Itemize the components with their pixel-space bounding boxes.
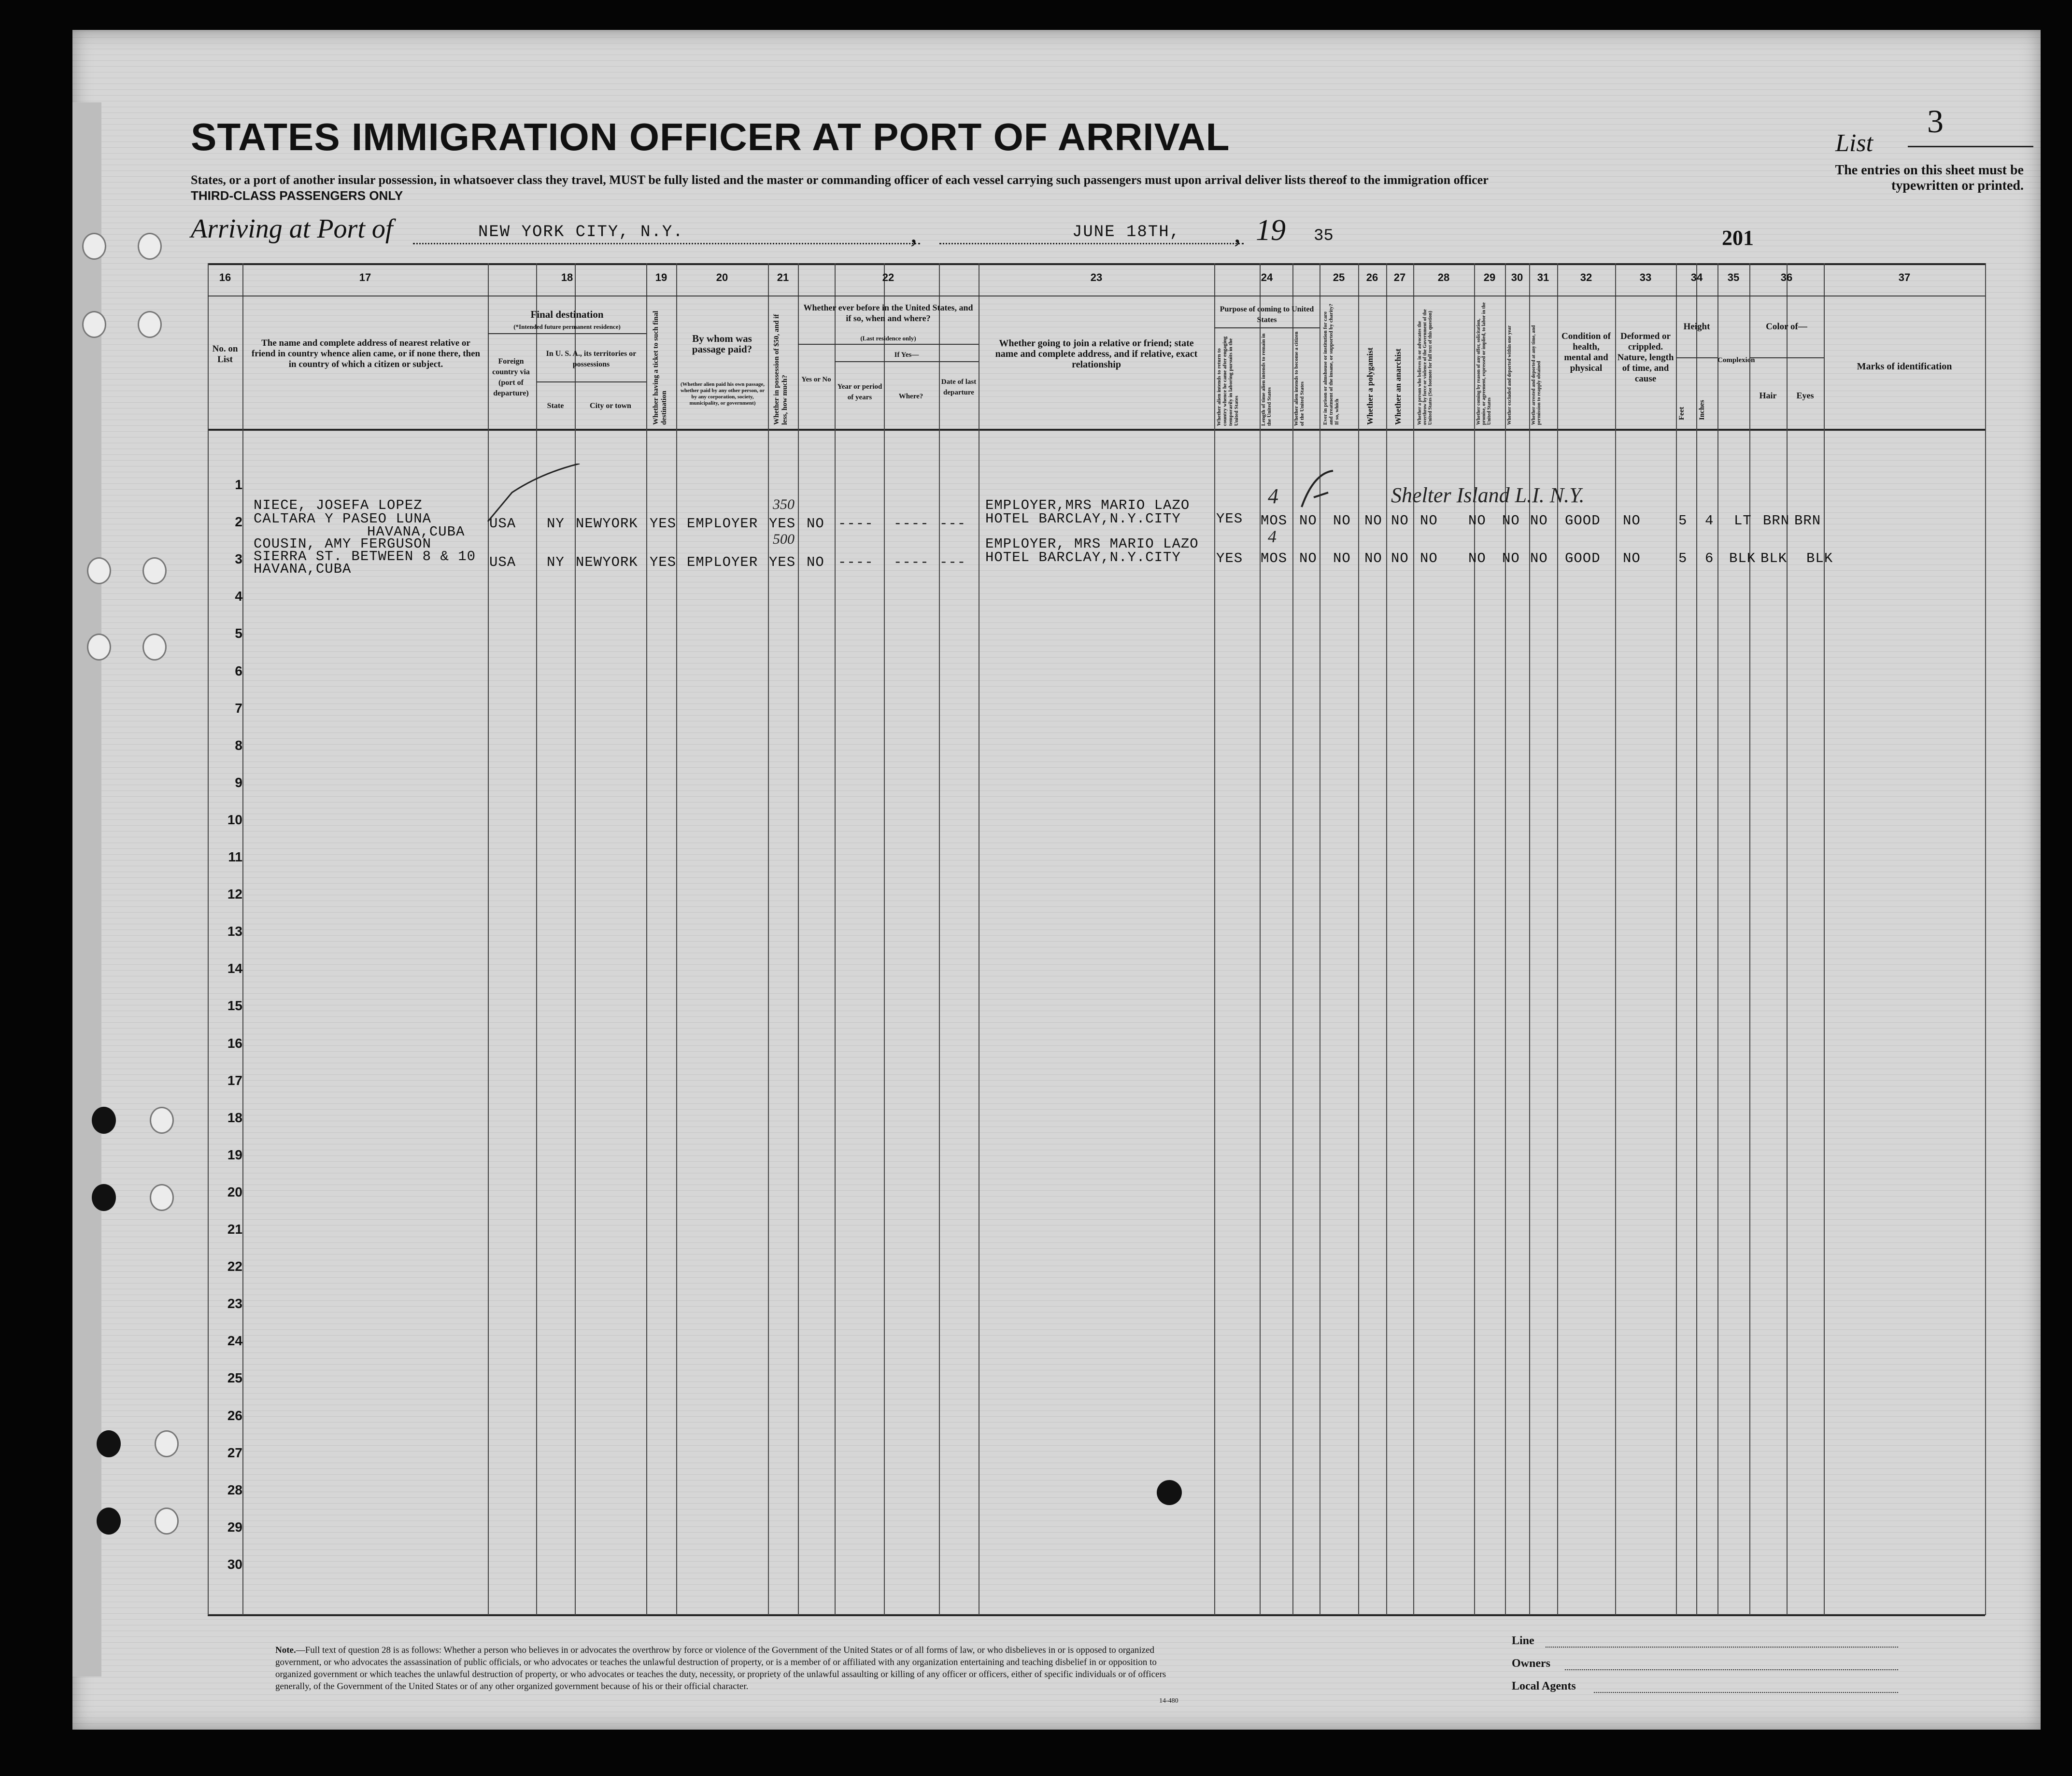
header-feet: Feet <box>1678 407 1686 420</box>
column-rule <box>242 263 243 1615</box>
column-rule <box>1717 263 1718 1615</box>
joining-line: HOTEL BARCLAY,N.Y.CITY <box>985 511 1181 527</box>
row-number: 22 <box>227 1259 242 1274</box>
list-number: 3 <box>1927 103 1944 140</box>
row-number: 8 <box>235 737 242 753</box>
column-rule <box>1260 263 1261 1615</box>
header-fifty-dollars: Whether in possession of $50, and if less, how much? <box>773 314 789 425</box>
row-number: 7 <box>235 700 242 716</box>
column-rule <box>768 263 769 1615</box>
header-passage-paid: By whom was passage paid? <box>692 333 752 355</box>
header-bottom-rule <box>208 429 1985 431</box>
binding-hole <box>87 557 111 584</box>
row-number: 3 <box>235 551 242 567</box>
header-state: State <box>547 402 564 410</box>
header-rule <box>1676 357 1717 358</box>
prison: NO <box>1333 550 1351 566</box>
column-rule <box>1787 263 1788 1615</box>
state: NY <box>547 554 565 570</box>
binding-hole <box>92 1107 116 1134</box>
where: ---- <box>894 516 929 532</box>
header-no-on-list: No. on List <box>212 344 238 365</box>
row-number: 30 <box>227 1556 242 1572</box>
header-ticket: Whether having a ticket to such final destination <box>652 310 668 425</box>
joining-line: EMPLOYER,MRS MARIO LAZO <box>985 497 1190 513</box>
header-marks: Marks of identification <box>1857 361 1952 372</box>
relative-line: HAVANA,CUBA <box>367 524 465 540</box>
deformed: NO <box>1623 513 1641 529</box>
col-number: 21 <box>777 271 789 283</box>
fifty-amount: 500 <box>773 531 795 547</box>
row-number: 29 <box>227 1519 242 1535</box>
header-inches: Inches <box>1698 400 1706 420</box>
row-number: 23 <box>227 1296 242 1311</box>
height-feet: 5 <box>1678 550 1688 566</box>
header-joining: Whether going to join a relative or friend; state name and complete address, and if relative, exact relationship <box>995 338 1198 370</box>
row-number: 6 <box>235 663 242 678</box>
date-departure: --- <box>939 516 966 532</box>
row-number: 4 <box>235 589 242 604</box>
row-number: 15 <box>227 998 242 1014</box>
col-number: 28 <box>1437 271 1450 283</box>
col-number: 31 <box>1537 271 1549 283</box>
header-rule <box>1214 327 1320 328</box>
where: ---- <box>894 554 929 570</box>
column-rule <box>1749 263 1750 1615</box>
header-rule <box>1749 357 1824 358</box>
column-rule <box>646 263 647 1615</box>
col-number: 18 <box>561 271 573 283</box>
q29: NO <box>1468 513 1486 529</box>
header-prison: Ever in prison or almshouse or institution for care and treatment of the insane, or supported by charity? If so, which <box>1322 303 1340 425</box>
col-number: 25 <box>1333 271 1345 283</box>
handwritten-annotation: Shelter Island L.I. N.Y. <box>1391 483 1585 507</box>
row-number: 2 <box>235 514 242 530</box>
relative-line: NIECE, JOSEFA LOPEZ <box>254 497 423 513</box>
binding-hole <box>138 311 162 338</box>
date-line <box>939 243 1244 244</box>
health: GOOD <box>1565 513 1601 529</box>
line-label: Line <box>1512 1635 1534 1647</box>
header-height: Height <box>1683 322 1710 332</box>
passage-paid: EMPLOYER <box>687 516 758 532</box>
height-feet: 5 <box>1678 513 1688 529</box>
state: NY <box>547 516 565 532</box>
port-line <box>413 243 920 244</box>
port-value: NEW YORK CITY, N.Y. <box>478 223 684 241</box>
column-rule <box>1505 263 1506 1615</box>
row-number: 27 <box>227 1445 242 1460</box>
row-number: 10 <box>227 812 242 827</box>
eye-color: BLK <box>1806 550 1833 566</box>
foreign-country: USA <box>489 516 516 532</box>
header-if-yes: If Yes— <box>894 351 919 359</box>
q28: NO <box>1420 513 1438 529</box>
ticket: YES <box>650 554 677 570</box>
header-color-of: Color of— <box>1766 322 1807 332</box>
binding-hole <box>97 1508 121 1535</box>
anarchist: NO <box>1391 550 1409 566</box>
col-number: 17 <box>359 271 371 283</box>
comma: , <box>910 219 917 249</box>
column-rule <box>884 263 885 1615</box>
year-prefix: 19 <box>1256 214 1286 247</box>
row-number: 5 <box>235 626 242 641</box>
footnote <box>275 1644 1193 1692</box>
height-inches: 6 <box>1705 550 1714 566</box>
length-unit: MOS <box>1261 513 1288 529</box>
before-in-us: NO <box>807 516 824 532</box>
binding-hole <box>82 233 106 260</box>
row-number: 9 <box>235 775 242 790</box>
row-number: 28 <box>227 1482 242 1497</box>
header-purpose: Purpose of coming to United States <box>1220 305 1314 324</box>
column-rule <box>798 263 799 1615</box>
column-rule <box>1386 263 1387 1615</box>
header-health: Condition of health, mental and physical <box>1561 331 1611 373</box>
header-rule <box>488 333 646 334</box>
row-number: 25 <box>227 1370 242 1386</box>
header-where: Where? <box>898 393 923 400</box>
table-top-rule <box>208 263 1985 265</box>
page-title: STATES IMMIGRATION OFFICER AT PORT OF ARRIVAL <box>191 115 1230 158</box>
binding-hole <box>82 311 106 338</box>
row-number: 16 <box>227 1035 242 1051</box>
check-mark <box>483 464 589 531</box>
header-rule <box>835 361 979 362</box>
row-number: 1 <box>235 477 242 492</box>
header-year-period: Year or period of years <box>837 383 882 401</box>
city: NEWYORK <box>576 554 638 570</box>
anarchist: NO <box>1391 513 1409 529</box>
date-departure: --- <box>939 554 966 570</box>
column-rule <box>1696 263 1697 1615</box>
list-underline <box>1908 146 2033 147</box>
binding-hole <box>155 1508 179 1535</box>
column-rule <box>1413 263 1414 1615</box>
comma: , <box>1234 219 1241 249</box>
agents-label: Local Agents <box>1512 1680 1576 1692</box>
header-foreign-country: Foreign country via (port of departure) <box>492 357 530 397</box>
binding-hole <box>138 233 162 260</box>
height-inches: 4 <box>1705 513 1714 529</box>
complexion: LT <box>1734 513 1752 529</box>
row-number: 13 <box>227 924 242 939</box>
row-number: 26 <box>227 1408 242 1423</box>
column-rule <box>1474 263 1475 1615</box>
page-subtitle: States, or a port of another insular possession, in whatsoever class they travel, MUST be fully listed and the master or commanding officer of each vessel carrying such passengers must upon arrival deliver lists thereof to the immigration officer <box>191 173 1489 187</box>
col-number: 27 <box>1393 271 1406 283</box>
q30: NO <box>1502 550 1520 566</box>
binding-hole <box>142 557 167 584</box>
fifty-dollars: YES <box>769 516 796 532</box>
citizen: NO <box>1299 513 1317 529</box>
header-date-departure: Date of last departure <box>941 378 977 396</box>
header-complexion: Complexion <box>1717 356 1755 364</box>
joining-line: HOTEL BARCLAY,N.Y.CITY <box>985 550 1181 565</box>
date-value: JUNE 18TH, <box>1072 223 1181 241</box>
column-rule <box>676 263 677 1615</box>
page-number: 201 <box>1722 226 1754 250</box>
foreign-country: USA <box>489 554 516 570</box>
before-in-us: NO <box>807 554 824 570</box>
citizen: NO <box>1299 550 1317 566</box>
column-rule <box>1676 263 1677 1615</box>
passage-paid: EMPLOYER <box>687 554 758 570</box>
header-eyes: Eyes <box>1796 391 1814 400</box>
joining-line: EMPLOYER, MRS MARIO LAZO <box>985 536 1199 552</box>
row-number: 19 <box>227 1147 242 1162</box>
health: GOOD <box>1565 550 1601 566</box>
prison: NO <box>1333 513 1351 529</box>
ticket: YES <box>650 516 677 532</box>
column-rule <box>1985 263 1986 1615</box>
header-passage-note: (Whether alien paid his own passage, whether paid by any other person, or by any corporation, society, municipality, or government) <box>680 381 765 406</box>
polygamist: NO <box>1364 513 1382 529</box>
row-number: 17 <box>227 1072 242 1088</box>
binding-hole <box>155 1430 179 1457</box>
col-number: 33 <box>1639 271 1652 283</box>
row-number: 24 <box>227 1333 242 1349</box>
header-relative: The name and complete address of nearest relative or friend in country whence alien came, or if none there, then in country of which a citizen or subject. <box>251 338 481 369</box>
binding-hole <box>87 634 111 661</box>
header-purpose-length: Length of time alien intends to remain in the United States <box>1261 333 1272 426</box>
binding-hole <box>97 1430 121 1457</box>
eye-color: BRN <box>1794 513 1821 529</box>
passenger-class: THIRD-CLASS PASSENGERS ONLY <box>191 188 403 203</box>
header-rule <box>536 381 646 382</box>
col-number: 16 <box>219 271 231 283</box>
column-rule <box>1557 263 1558 1615</box>
fifty-dollars: YES <box>769 554 796 570</box>
header-city: City or town <box>590 402 631 410</box>
relative-line: SIERRA ST. BETWEEN 8 & 10 <box>254 549 476 564</box>
q30: NO <box>1502 513 1520 529</box>
header-purpose-citizen: Whether alien intends to become a citizen of the United States <box>1293 331 1305 426</box>
col-number: 37 <box>1898 271 1911 283</box>
length-number: 4 <box>1268 527 1277 546</box>
header-anarchist: Whether an anarchist <box>1393 348 1403 425</box>
return: YES <box>1216 511 1243 527</box>
binding-hole <box>92 1184 116 1211</box>
col-number: 24 <box>1261 271 1273 283</box>
col-number: 26 <box>1366 271 1378 283</box>
col-number: 19 <box>655 271 667 283</box>
header-deformed: Deformed or crippled. Nature, length of time, and cause <box>1617 331 1674 384</box>
header-rule <box>798 344 979 345</box>
year-period: ---- <box>838 554 874 570</box>
q31: NO <box>1530 550 1548 566</box>
header-q31: Whether arrested and deported at any time, and permission to reapply obtained <box>1531 325 1542 425</box>
fifty-amount: 350 <box>773 496 795 512</box>
col-number: 35 <box>1727 271 1740 283</box>
row-number: 18 <box>227 1110 242 1125</box>
owners-field <box>1565 1669 1898 1670</box>
year-suffix: 35 <box>1314 227 1334 245</box>
column-rule <box>1529 263 1530 1615</box>
return: YES <box>1216 550 1243 566</box>
table-bottom-rule <box>208 1614 1985 1616</box>
col-number: 34 <box>1690 271 1703 283</box>
header-q29: Whether coming by reason of any offer, solicitation, promise, or agreement, expressed or implied, to labor in the United States <box>1476 302 1492 425</box>
header-last-residence: (Last residence only) <box>860 335 916 342</box>
header-final-destination-note: (*Intended future permanent residence) <box>513 323 621 330</box>
q31: NO <box>1530 513 1548 529</box>
col-number: 30 <box>1511 271 1523 283</box>
row-number: 14 <box>227 961 242 976</box>
deformed: NO <box>1623 550 1641 566</box>
binding-hole <box>150 1107 174 1134</box>
column-rule <box>1292 263 1293 1615</box>
length-unit: MOS <box>1261 550 1288 566</box>
header-polygamist: Whether a polygamist <box>1365 347 1375 425</box>
line-field <box>1546 1647 1898 1648</box>
manifest-sheet <box>72 30 2041 1730</box>
column-rule <box>1214 263 1215 1615</box>
header-q28: Whether a person who believes in or advocates the overthrow by force or violence of the Government of the United States (See footnote for full text of this question) <box>1417 309 1433 425</box>
binding-hole <box>150 1184 174 1211</box>
col-number: 32 <box>1580 271 1592 283</box>
row-number: 12 <box>227 887 242 902</box>
list-label: List <box>1835 129 1873 157</box>
col-number: 22 <box>882 271 894 283</box>
ink-blot <box>1157 1480 1182 1505</box>
column-rule <box>1358 263 1359 1615</box>
relative-line: CALTARA Y PASEO LUNA <box>254 511 432 527</box>
hair-color: BLK <box>1760 550 1788 566</box>
col-number: 29 <box>1483 271 1496 283</box>
relative-line: COUSIN, AMY FERGUSON <box>254 536 432 552</box>
column-rule <box>1615 263 1616 1615</box>
col-number: 20 <box>716 271 728 283</box>
header-hair: Hair <box>1759 391 1777 400</box>
column-rule <box>835 263 836 1615</box>
header-before-in-us: Whether ever before in the United States, and if so, when and where? <box>803 303 973 323</box>
footnote-text: —Full text of question 28 is as follows: Whether a person who believes in or advocates the overthrow by force or violence of the Government of the United States or of all forms of law, or who disbelieves in or is opposed to organized government, or who advocates the assassination of public officials, or who advocates or teaches the unlawful destruction of property, or is a member of or affiliated with any organization entertaining and teaching disbelief in or opposition to organized government or which teaches the unlawful destruction of property, or who advocates or teaches the duty, necessity, or propriety of the unlawful assaulting or killing of any officer or officers, either of specific individuals or of officers generally, of the Government of the United States or of any other organized government because of his or their official character. <box>275 1645 1166 1691</box>
city: NEWYORK <box>576 516 638 532</box>
header-in-usa: In U. S. A., its territories or possessions <box>546 350 637 368</box>
binding-hole <box>142 634 167 661</box>
form-code: 14-480 <box>1159 1697 1178 1705</box>
row-number: 11 <box>228 849 242 864</box>
length-number: 4 <box>1268 484 1278 508</box>
col-number: 23 <box>1090 271 1103 283</box>
arriving-label: Arriving at Port of <box>191 214 393 244</box>
q29: NO <box>1468 550 1486 566</box>
complexion: BLK <box>1729 550 1756 566</box>
header-final-destination: Final destination <box>530 309 604 320</box>
row-number: 21 <box>227 1222 242 1237</box>
agents-field <box>1594 1692 1898 1693</box>
hair-color: BRN <box>1763 513 1790 529</box>
year-period: ---- <box>838 516 874 532</box>
col-number: 36 <box>1780 271 1793 283</box>
header-yes-or-no: Yes or No <box>801 376 831 383</box>
relative-line: HAVANA,CUBA <box>254 561 352 577</box>
header-purpose-return: Whether alien intends to return to country whence he came after engaging temporarily in laboring pursuits in the United States <box>1216 336 1239 426</box>
q28: NO <box>1420 550 1438 566</box>
column-rule <box>939 263 940 1615</box>
header-q30: Whether excluded and deported within one year <box>1507 325 1512 425</box>
column-rule <box>1824 263 1825 1615</box>
polygamist: NO <box>1364 550 1382 566</box>
owners-label: Owners <box>1512 1657 1550 1670</box>
check-mark <box>1299 468 1343 517</box>
row-number: 20 <box>227 1184 242 1199</box>
footnote-label: Note. <box>275 1645 296 1655</box>
entries-note: The entries on this sheet must be typewritten or printed. <box>1835 163 2024 193</box>
